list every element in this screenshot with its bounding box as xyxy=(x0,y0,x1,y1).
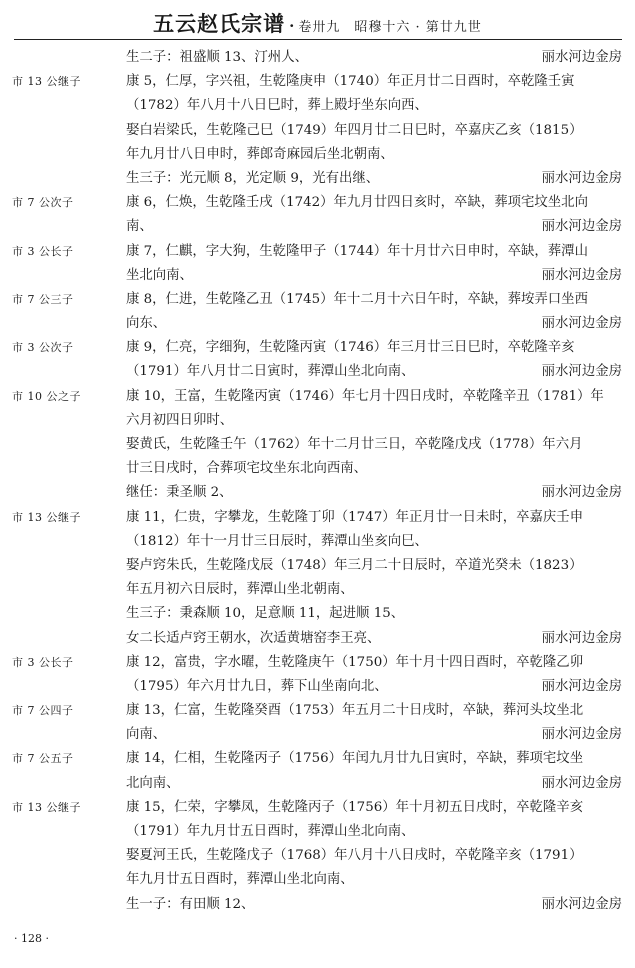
lineage-tag: 市 13 公继子 xyxy=(12,75,81,89)
page-number: · 128 · xyxy=(14,932,49,945)
genealogy-entry xyxy=(0,191,635,239)
entry-line xyxy=(126,772,622,796)
lineage-tag: 市 7 公次子 xyxy=(12,196,74,210)
lineage-tag: 市 7 公四子 xyxy=(12,704,74,718)
entry-text: （1791）年八月廿二日寅时，葬潭山坐北向南、 xyxy=(126,364,415,380)
entry-line xyxy=(126,627,622,651)
branch-label: 丽水河边金房 xyxy=(541,50,622,65)
genealogy-entry xyxy=(0,796,635,917)
entry-text: 康 11，仁贵，字攀龙，生乾隆丁卯（1747）年正月廿一日未时，卒嘉庆壬申 xyxy=(126,509,584,525)
entry-text: 康 12，富贵，字水曜，生乾隆庚午（1750）年十月十四日酉时，卒乾隆乙卯 xyxy=(126,654,584,670)
entry-line xyxy=(126,699,622,723)
volume-subtitle: 卷卅九 昭穆十六 · 第廿九世 xyxy=(298,20,482,35)
entry-text: 向东、 xyxy=(126,316,167,332)
lineage-tag: 市 13 公继子 xyxy=(12,800,81,814)
branch-label: 丽水河边金房 xyxy=(541,485,622,501)
header-rule xyxy=(14,39,622,40)
genealogy-entry xyxy=(0,699,635,747)
entry-text: 娶黄氏，生乾隆壬午（1762）年十二月廿三日，卒乾隆戊戌（1778）年六月 xyxy=(126,437,583,452)
entry-text: 继任：秉圣顺 2、 xyxy=(126,485,233,501)
entry-line xyxy=(126,264,622,288)
entry-text: 娶夏河王氏，生乾隆戊子（1768）年八月十八日戌时，卒乾隆辛亥（1791） xyxy=(126,848,583,864)
entry-line xyxy=(126,433,622,457)
entry-line xyxy=(126,457,622,481)
entry-text: 康 5，仁厚，字兴祖，生乾隆庚申（1740）年正月廿二日酉时，卒乾隆壬寅 xyxy=(126,74,575,90)
lineage-tag: 市 7 公五子 xyxy=(12,752,74,766)
entry-line xyxy=(126,820,622,844)
genealogy-entry xyxy=(0,747,635,795)
entry-line xyxy=(126,336,622,360)
page-header xyxy=(0,8,635,38)
entry-text: 娶卢窍朱氏，生乾隆戊辰（1748）年三月二十日辰时，卒道光癸未（1823） xyxy=(126,557,583,573)
entry-text: （1782）年八月十八日巳时，葬上殿圩坐东向西、 xyxy=(126,98,428,114)
entry-line xyxy=(126,796,622,820)
lineage-tag: 市 3 公次子 xyxy=(12,341,74,355)
branch-label: 丽水河边金房 xyxy=(541,630,622,646)
entry-line xyxy=(126,119,622,143)
entry-text: 六月初四日卯时、 xyxy=(126,412,234,428)
entry-text: （1812）年十一月廿三日辰时，葬潭山坐亥向巳、 xyxy=(126,533,428,549)
branch-label: 丽水河边金房 xyxy=(541,775,622,791)
entry-text: 南、 xyxy=(126,219,153,235)
entry-text: 康 6，仁焕，生乾隆壬戌（1742）年九月廿四日亥时，卒缺，葬项宅坟坐北向 xyxy=(126,195,588,211)
entry-line xyxy=(126,167,622,191)
entry-line xyxy=(126,893,622,917)
entry-line xyxy=(126,530,622,554)
entry-text: 年九月廿五日酉时，葬潭山坐北向南、 xyxy=(126,872,354,888)
branch-label: 丽水河边金房 xyxy=(541,364,622,380)
entry-text: 廿三日戌时，合葬项宅坟坐东北向西南、 xyxy=(126,461,368,477)
entry-text: 康 7，仁麒，字大狗，生乾隆甲子（1744）年十月廿六日申时，卒缺，葬潭山 xyxy=(126,243,588,259)
lineage-tag: 市 13 公继子 xyxy=(12,510,81,524)
entry-line xyxy=(126,409,622,433)
entry-line xyxy=(126,747,622,771)
entry-list xyxy=(0,46,635,917)
entry-line xyxy=(126,868,622,892)
entry-text: 康 13，仁富，生乾隆癸酉（1753）年五月二十日戌时，卒缺，葬河头坟坐北 xyxy=(126,703,584,719)
entry-line xyxy=(126,554,622,578)
entry-text: 年九月廿八日申时，葬郎奇麻园后坐北朝南、 xyxy=(126,146,394,162)
entry-text: （1795）年六月廿九日，葬下山坐南向北、 xyxy=(126,678,388,694)
entry-line xyxy=(126,46,622,70)
entry-text: 向南、 xyxy=(126,727,167,743)
branch-label: 丽水河边金房 xyxy=(541,219,622,235)
lineage-tag: 市 7 公三子 xyxy=(12,292,74,306)
genealogy-entry xyxy=(0,46,635,70)
entry-line xyxy=(126,723,622,747)
genealogy-entry xyxy=(0,336,635,384)
entry-line xyxy=(126,481,622,505)
entry-text: （1791）年九月廿五日酉时，葬潭山坐北向南、 xyxy=(126,824,415,839)
entry-text: 年五月初六日辰时，葬潭山坐北朝南、 xyxy=(126,582,354,598)
entry-line xyxy=(126,191,622,215)
entry-line xyxy=(126,360,622,384)
entry-line xyxy=(126,602,622,626)
entry-line xyxy=(126,312,622,336)
entry-line xyxy=(126,844,622,868)
branch-label: 丽水河边金房 xyxy=(541,316,622,332)
entry-text: 女二长适卢窍王朝水，次适黄塘窑李王亮、 xyxy=(126,630,381,646)
entry-line xyxy=(126,94,622,118)
branch-label: 丽水河边金房 xyxy=(541,678,622,694)
entry-line xyxy=(126,506,622,530)
entry-text: 生二子：祖盛顺 13、汀州人、 xyxy=(126,50,308,65)
entry-line xyxy=(126,240,622,264)
genealogy-entry xyxy=(0,70,635,191)
entry-line xyxy=(126,578,622,602)
book-title: 五云赵氏宗谱 xyxy=(153,11,286,36)
lineage-tag: 市 10 公之子 xyxy=(12,389,81,403)
entry-text: 生三子：秉森顺 10，足意顺 11，起进顺 15、 xyxy=(126,606,405,622)
branch-label: 丽水河边金房 xyxy=(541,170,622,186)
entry-text: 康 15，仁荣，字攀凤，生乾隆丙子（1756）年十月初五日戌时，卒乾隆辛亥 xyxy=(126,799,584,815)
entry-text: 生三子：光元顺 8，光定顺 9，光有出继、 xyxy=(126,170,380,186)
entry-text: 康 9，仁亮，字细狗，生乾隆丙寅（1746）年三月廿三日巳时，卒乾隆辛亥 xyxy=(126,340,575,356)
entry-text: 北向南、 xyxy=(126,775,180,791)
branch-label: 丽水河边金房 xyxy=(541,267,622,283)
entry-line xyxy=(126,385,622,409)
entry-text: 康 14，仁相，生乾隆丙子（1756）年闰九月廿九日寅时，卒缺，葬项宅坟坐 xyxy=(126,751,584,767)
entry-line xyxy=(126,651,622,675)
entry-line xyxy=(126,143,622,167)
genealogy-entry xyxy=(0,651,635,699)
entry-line xyxy=(126,675,622,699)
entry-text: 娶白岩梁氏，生乾隆己巳（1749）年四月廿二日巳时，卒嘉庆乙亥（1815） xyxy=(126,122,583,138)
entry-line xyxy=(126,288,622,312)
genealogy-entry xyxy=(0,385,635,506)
header-separator: · xyxy=(289,17,295,35)
entry-text: 坐北向南、 xyxy=(126,267,193,283)
entry-line xyxy=(126,70,622,94)
branch-label: 丽水河边金房 xyxy=(541,727,622,743)
branch-label: 丽水河边金房 xyxy=(541,896,622,912)
entry-text: 康 10，王富，生乾隆丙寅（1746）年七月十四日戌时，卒乾隆辛丑（1781）年 xyxy=(126,388,604,404)
entry-text: 康 8，仁进，生乾隆乙丑（1745）年十二月十六日午时，卒缺，葬垵弄口坐西 xyxy=(126,291,588,307)
lineage-tag: 市 3 公长子 xyxy=(12,244,74,258)
genealogy-entry xyxy=(0,506,635,651)
genealogy-entry xyxy=(0,288,635,336)
genealogy-entry xyxy=(0,240,635,288)
entry-text: 生一子：有田顺 12、 xyxy=(126,896,255,912)
lineage-tag: 市 3 公长子 xyxy=(12,655,74,669)
entry-line xyxy=(126,215,622,239)
